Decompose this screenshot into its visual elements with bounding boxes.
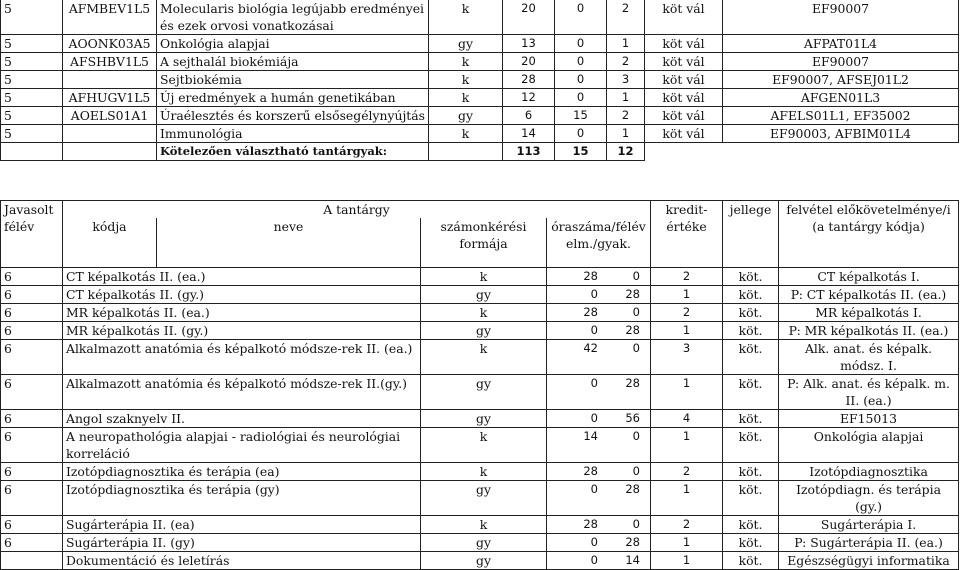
semester-cell: 6 bbox=[1, 322, 63, 340]
course-type-cell: köt. bbox=[723, 410, 779, 428]
table-row bbox=[1, 89, 959, 107]
course-name-cell: Sejtbiokémia bbox=[157, 71, 429, 89]
prerequisite-cell: EF90007, AFSEJ01L2 bbox=[723, 71, 959, 89]
semester-cell: 6 bbox=[1, 268, 63, 286]
empty-cell bbox=[723, 143, 959, 161]
table-row bbox=[1, 428, 959, 463]
practice-hours: 28 bbox=[625, 287, 640, 301]
credit-cell: 1 bbox=[651, 481, 723, 516]
table-row bbox=[1, 107, 959, 125]
prerequisite-cell: AFELS01L1, EF35002 bbox=[723, 107, 959, 125]
course-type-cell: köt. bbox=[723, 304, 779, 322]
semester-cell: 6 bbox=[1, 410, 63, 428]
header-form: számonkérési formája bbox=[421, 218, 547, 268]
credit-cell: 1 bbox=[607, 125, 645, 143]
semester-cell: 5 bbox=[1, 0, 63, 35]
practice-hours-cell: 0 bbox=[555, 71, 607, 89]
exam-form-cell: k bbox=[429, 89, 503, 107]
credit-cell: 4 bbox=[651, 410, 723, 428]
table-row bbox=[1, 340, 959, 375]
header-hours: óraszáma/félév elm./gyak. bbox=[547, 218, 651, 268]
table-row bbox=[1, 53, 959, 71]
course-name-cell: Sugárterápia II. (ea) bbox=[63, 516, 421, 534]
prerequisite-cell: Izotópdiagn. és terápia (gy.) bbox=[779, 481, 959, 516]
course-type-cell: köt vál bbox=[645, 107, 723, 125]
course-type-cell: köt. bbox=[723, 534, 779, 552]
lecture-hours-cell: 14 bbox=[503, 125, 555, 143]
credit-cell: 2 bbox=[651, 516, 723, 534]
prerequisite-cell: CT képalkotás I. bbox=[779, 268, 959, 286]
course-name-cell: Dokumentáció és leletírás bbox=[63, 552, 421, 570]
hours-cell bbox=[547, 286, 651, 304]
lecture-hours: 0 bbox=[590, 376, 598, 390]
semester-cell: 6 bbox=[1, 304, 63, 322]
semester-cell: 5 bbox=[1, 35, 63, 53]
credit-cell: 2 bbox=[607, 107, 645, 125]
header-code: kódja bbox=[63, 218, 157, 268]
hours-cell bbox=[547, 428, 651, 463]
lecture-hours: 0 bbox=[590, 482, 598, 496]
exam-form-cell: k bbox=[429, 71, 503, 89]
table-row bbox=[1, 481, 959, 516]
exam-form-cell: k bbox=[421, 516, 547, 534]
practice-hours: 28 bbox=[625, 482, 640, 496]
table-row bbox=[1, 552, 959, 570]
practice-hours-cell: 0 bbox=[555, 89, 607, 107]
exam-form-cell: k bbox=[421, 340, 547, 375]
semester-cell: 6 bbox=[1, 463, 63, 481]
semester-cell: 5 bbox=[1, 89, 63, 107]
prerequisite-cell: EF90003, AFBIM01L4 bbox=[723, 125, 959, 143]
exam-form-cell: gy bbox=[429, 35, 503, 53]
exam-form-cell: k bbox=[421, 428, 547, 463]
course-type-cell: köt vál bbox=[645, 71, 723, 89]
lecture-hours: 0 bbox=[590, 411, 598, 425]
header-name: neve bbox=[157, 218, 421, 268]
course-type-cell: köt vál bbox=[645, 125, 723, 143]
exam-form-cell: gy bbox=[421, 534, 547, 552]
table-row bbox=[1, 0, 959, 35]
semester-cell: 6 bbox=[1, 428, 63, 463]
lecture-hours-cell: 6 bbox=[503, 107, 555, 125]
course-type-cell: köt. bbox=[723, 428, 779, 463]
practice-hours: 0 bbox=[632, 517, 640, 531]
lecture-hours: 14 bbox=[583, 429, 598, 443]
credit-cell: 1 bbox=[651, 428, 723, 463]
table-row bbox=[1, 35, 959, 53]
course-type-cell: köt. bbox=[723, 481, 779, 516]
lecture-hours: 0 bbox=[590, 287, 598, 301]
total-row bbox=[1, 143, 959, 161]
header-credit: kredit-értéke bbox=[651, 201, 723, 268]
practice-hours-cell: 15 bbox=[555, 107, 607, 125]
course-name-cell: A sejthalál biokémiája bbox=[157, 53, 429, 71]
course-code-cell: AOONK03A5 bbox=[63, 35, 157, 53]
course-type-cell: köt vál bbox=[645, 35, 723, 53]
course-name-cell: CT képalkotás II. (ea.) bbox=[63, 268, 421, 286]
practice-hours: 0 bbox=[632, 464, 640, 478]
prerequisite-cell: MR képalkotás I. bbox=[779, 304, 959, 322]
lecture-hours-cell: 20 bbox=[503, 0, 555, 35]
hours-cell bbox=[547, 375, 651, 410]
lecture-hours: 28 bbox=[583, 269, 598, 283]
empty-cell bbox=[429, 143, 503, 161]
lecture-hours: 0 bbox=[590, 323, 598, 337]
credit-cell: 1 bbox=[651, 375, 723, 410]
credit-cell: 2 bbox=[651, 268, 723, 286]
prerequisite-cell: AFPAT01L4 bbox=[723, 35, 959, 53]
course-code-cell: AFHUGV1L5 bbox=[63, 89, 157, 107]
credit-cell: 3 bbox=[607, 71, 645, 89]
prerequisite-cell: Onkológia alapjai bbox=[779, 428, 959, 463]
practice-hours: 0 bbox=[632, 429, 640, 443]
table-row bbox=[1, 516, 959, 534]
prerequisite-cell: P: Alk. anat. és képalk. m. II. (ea.) bbox=[779, 375, 959, 410]
exam-form-cell: gy bbox=[421, 286, 547, 304]
exam-form-cell: k bbox=[429, 125, 503, 143]
table-row bbox=[1, 375, 959, 410]
credit-cell: 1 bbox=[651, 534, 723, 552]
semester-cell: 5 bbox=[1, 125, 63, 143]
hours-cell bbox=[547, 340, 651, 375]
course-name-cell: MR képalkotás II. (gy.) bbox=[63, 322, 421, 340]
practice-hours: 28 bbox=[625, 535, 640, 549]
course-name-cell: Angol szaknyelv II. bbox=[63, 410, 421, 428]
course-name-cell: Úraélesztés és korszerű elsősegélynyújtás bbox=[157, 107, 429, 125]
prerequisite-cell: P: CT képalkotás II. (ea.) bbox=[779, 286, 959, 304]
semester-cell: 6 bbox=[1, 481, 63, 516]
total-label: Kötelezően választható tantárgyak: bbox=[157, 143, 429, 161]
prerequisite-cell: EF90007 bbox=[723, 0, 959, 35]
header-type: jellege bbox=[723, 201, 779, 268]
practice-hours-cell: 0 bbox=[555, 35, 607, 53]
elective-courses-table bbox=[0, 0, 959, 161]
credit-cell: 1 bbox=[607, 35, 645, 53]
credit-cell: 2 bbox=[651, 304, 723, 322]
course-type-cell: köt. bbox=[723, 516, 779, 534]
hours-cell bbox=[547, 304, 651, 322]
exam-form-cell: gy bbox=[421, 375, 547, 410]
exam-form-cell: gy bbox=[421, 481, 547, 516]
lecture-hours-cell: 28 bbox=[503, 71, 555, 89]
header-prereq: felvétel előkövetelménye/i (a tantárgy kódja) bbox=[779, 201, 959, 268]
credit-cell: 2 bbox=[651, 463, 723, 481]
lecture-hours: 28 bbox=[583, 305, 598, 319]
course-code-cell bbox=[63, 71, 157, 89]
practice-hours: 28 bbox=[625, 323, 640, 337]
prerequisite-cell: EF15013 bbox=[779, 410, 959, 428]
empty-cell bbox=[1, 143, 63, 161]
hours-cell bbox=[547, 410, 651, 428]
practice-hours: 14 bbox=[625, 553, 640, 567]
lecture-hours: 28 bbox=[583, 517, 598, 531]
hours-cell bbox=[547, 552, 651, 570]
header-group: A tantárgy bbox=[63, 201, 651, 219]
course-name-cell: Alkalmazott anatómia és képalkotó módsze-rek II. (ea.) bbox=[63, 340, 421, 375]
hours-cell bbox=[547, 516, 651, 534]
course-code-cell bbox=[63, 125, 157, 143]
practice-hours-cell: 0 bbox=[555, 0, 607, 35]
course-name-cell: Immunológia bbox=[157, 125, 429, 143]
table-row bbox=[1, 410, 959, 428]
course-code-cell: AOELS01A1 bbox=[63, 107, 157, 125]
table-row bbox=[1, 304, 959, 322]
course-type-cell: köt. bbox=[723, 463, 779, 481]
hours-cell bbox=[547, 322, 651, 340]
table-row bbox=[1, 322, 959, 340]
lecture-hours-cell: 13 bbox=[503, 35, 555, 53]
lecture-hours: 0 bbox=[590, 553, 598, 567]
prerequisite-cell: AFGEN01L3 bbox=[723, 89, 959, 107]
exam-form-cell: k bbox=[429, 53, 503, 71]
hours-cell bbox=[547, 534, 651, 552]
practice-hours: 0 bbox=[632, 305, 640, 319]
semester-cell: 5 bbox=[1, 71, 63, 89]
lecture-hours: 28 bbox=[583, 464, 598, 478]
prerequisite-cell: Sugárterápia I. bbox=[779, 516, 959, 534]
lecture-hours-cell: 20 bbox=[503, 53, 555, 71]
course-type-cell: köt vál bbox=[645, 89, 723, 107]
course-name-cell: A neuropathológia alapjai - radiológiai és neurológiai korreláció bbox=[63, 428, 421, 463]
practice-hours: 56 bbox=[625, 411, 640, 425]
course-name-cell: Izotópdiagnosztika és terápia (gy) bbox=[63, 481, 421, 516]
credit-cell: 2 bbox=[607, 53, 645, 71]
empty-cell bbox=[645, 143, 723, 161]
total-hours: 113 bbox=[503, 143, 555, 161]
exam-form-cell: k bbox=[421, 268, 547, 286]
semester-cell: 6 bbox=[1, 516, 63, 534]
header-semester: Javasolt félév bbox=[1, 201, 63, 268]
credit-cell: 1 bbox=[651, 552, 723, 570]
prerequisite-cell: P: Sugárterápia II. (ea.) bbox=[779, 534, 959, 552]
credit-cell: 1 bbox=[651, 286, 723, 304]
table-row bbox=[1, 463, 959, 481]
practice-hours: 28 bbox=[625, 376, 640, 390]
exam-form-cell: gy bbox=[421, 322, 547, 340]
required-courses-table bbox=[0, 200, 959, 570]
course-type-cell: köt vál bbox=[645, 0, 723, 35]
hours-cell bbox=[547, 463, 651, 481]
course-name-cell: Molecularis biológia legújabb eredményei és ezek orvosi vonatkozásai bbox=[157, 0, 429, 35]
semester-cell: 6 bbox=[1, 534, 63, 552]
semester-cell bbox=[1, 552, 63, 570]
course-name-cell: Sugárterápia II. (gy) bbox=[63, 534, 421, 552]
course-name-cell: Új eredmények a humán genetikában bbox=[157, 89, 429, 107]
semester-cell: 5 bbox=[1, 107, 63, 125]
exam-form-cell: k bbox=[421, 304, 547, 322]
semester-cell: 5 bbox=[1, 53, 63, 71]
credit-cell: 2 bbox=[607, 0, 645, 35]
course-name-cell: Izotópdiagnosztika és terápia (ea) bbox=[63, 463, 421, 481]
empty-cell bbox=[63, 143, 157, 161]
credit-cell: 1 bbox=[651, 322, 723, 340]
prerequisite-cell: P: MR képalkotás II. (ea.) bbox=[779, 322, 959, 340]
exam-form-cell: k bbox=[429, 0, 503, 35]
exam-form-cell: gy bbox=[421, 552, 547, 570]
course-type-cell: köt. bbox=[723, 322, 779, 340]
semester-cell: 6 bbox=[1, 375, 63, 410]
total-practice: 15 bbox=[555, 143, 607, 161]
prerequisite-cell: EF90007 bbox=[723, 53, 959, 71]
prerequisite-cell: Egészségügyi informatika bbox=[779, 552, 959, 570]
course-name-cell: Onkológia alapjai bbox=[157, 35, 429, 53]
table-row bbox=[1, 125, 959, 143]
total-credit: 12 bbox=[607, 143, 645, 161]
table-row bbox=[1, 286, 959, 304]
course-type-cell: köt. bbox=[723, 340, 779, 375]
table-header-row bbox=[1, 201, 959, 219]
exam-form-cell: gy bbox=[421, 410, 547, 428]
course-type-cell: köt vál bbox=[645, 53, 723, 71]
course-type-cell: köt. bbox=[723, 286, 779, 304]
lecture-hours: 42 bbox=[583, 341, 598, 355]
exam-form-cell: k bbox=[421, 463, 547, 481]
semester-cell: 6 bbox=[1, 286, 63, 304]
table-row bbox=[1, 268, 959, 286]
semester-cell: 6 bbox=[1, 340, 63, 375]
course-type-cell: köt. bbox=[723, 552, 779, 570]
credit-cell: 3 bbox=[651, 340, 723, 375]
practice-hours-cell: 0 bbox=[555, 53, 607, 71]
course-type-cell: köt. bbox=[723, 268, 779, 286]
practice-hours-cell: 0 bbox=[555, 125, 607, 143]
practice-hours: 0 bbox=[632, 341, 640, 355]
exam-form-cell: gy bbox=[429, 107, 503, 125]
table-row bbox=[1, 71, 959, 89]
table-row bbox=[1, 534, 959, 552]
hours-cell bbox=[547, 268, 651, 286]
practice-hours: 0 bbox=[632, 269, 640, 283]
credit-cell: 1 bbox=[607, 89, 645, 107]
lecture-hours-cell: 12 bbox=[503, 89, 555, 107]
course-name-cell: Alkalmazott anatómia és képalkotó módsze-rek II.(gy.) bbox=[63, 375, 421, 410]
course-type-cell: köt. bbox=[723, 375, 779, 410]
course-code-cell: AFSHBV1L5 bbox=[63, 53, 157, 71]
hours-cell bbox=[547, 481, 651, 516]
course-name-cell: CT képalkotás II. (gy.) bbox=[63, 286, 421, 304]
course-code-cell: AFMBEV1L5 bbox=[63, 0, 157, 35]
lecture-hours: 0 bbox=[590, 535, 598, 549]
prerequisite-cell: Izotópdiagnosztika bbox=[779, 463, 959, 481]
prerequisite-cell: Alk. anat. és képalk. módsz. I. bbox=[779, 340, 959, 375]
course-name-cell: MR képalkotás II. (ea.) bbox=[63, 304, 421, 322]
